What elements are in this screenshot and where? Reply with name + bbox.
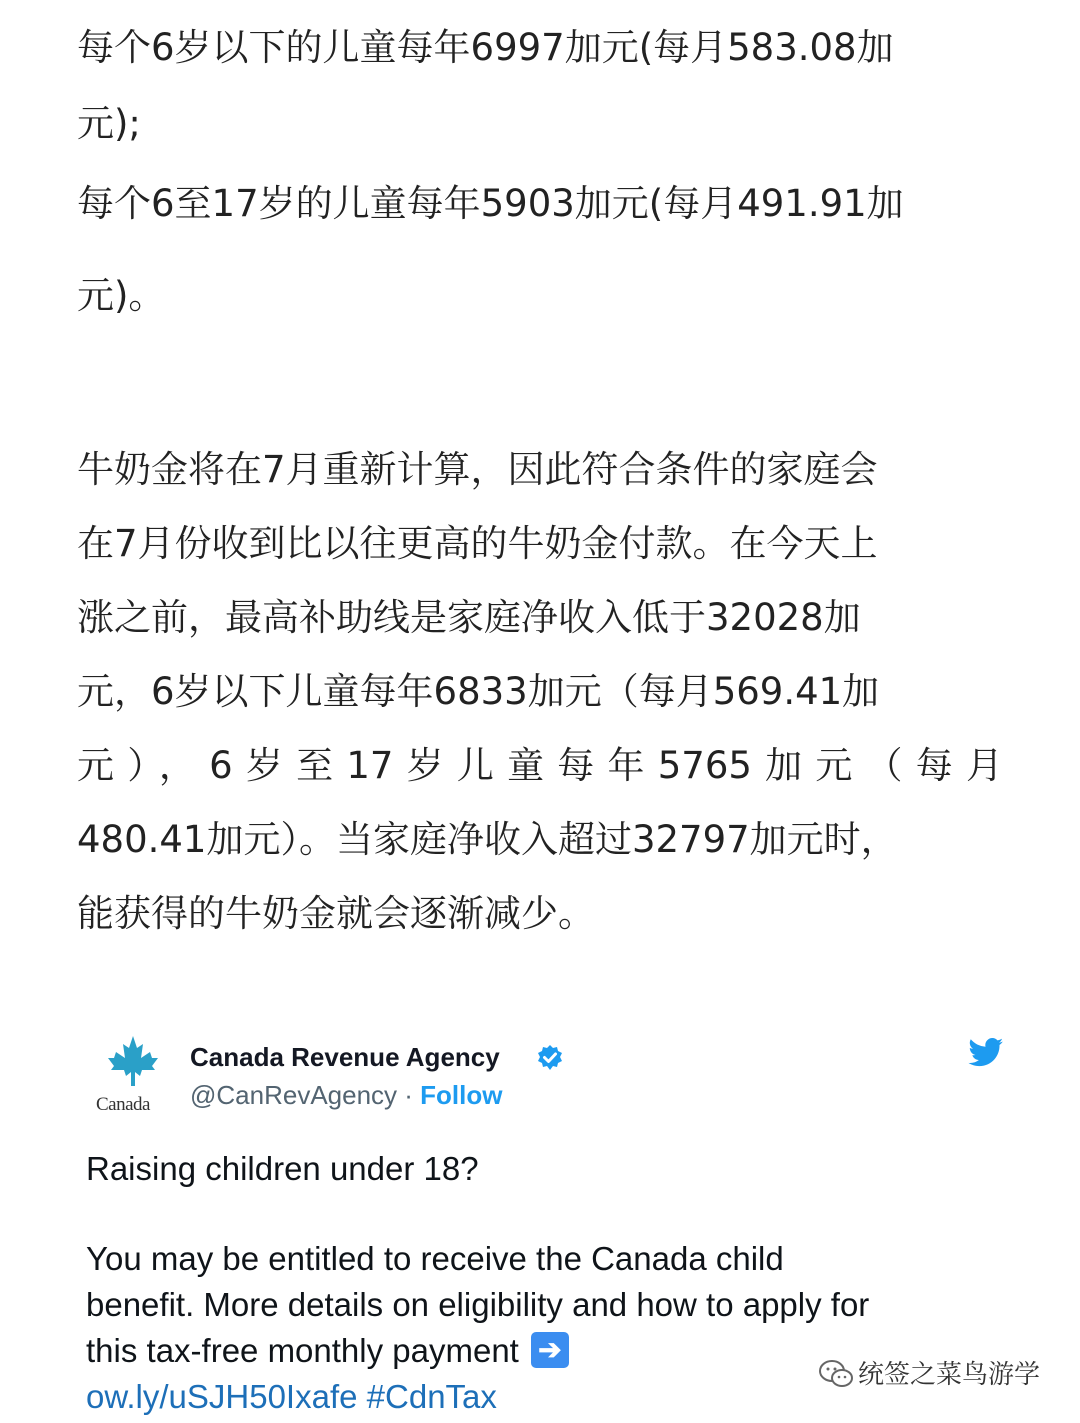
- article-line: 元);: [77, 102, 141, 145]
- wechat-icon: [818, 1359, 854, 1389]
- tweet-text-line: Raising children under 18?: [86, 1150, 479, 1187]
- short-link[interactable]: ow.ly/uSJH50Ixafe: [86, 1378, 358, 1415]
- account-name[interactable]: Canada Revenue Agency: [190, 1042, 500, 1072]
- article-line: 元，6岁以下儿童每年6833加元（每月569.41加: [77, 670, 880, 713]
- tweet-links-line: [86, 1374, 497, 1420]
- account-handle[interactable]: @CanRevAgency: [190, 1080, 398, 1110]
- article-line: 能获得的牛奶金就会逐渐减少。: [77, 892, 595, 935]
- right-arrow-emoji-icon: [531, 1332, 569, 1368]
- article-line: 元)。: [77, 274, 166, 317]
- canada-logo[interactable]: [96, 1034, 172, 1114]
- handle-separator: ·: [397, 1080, 421, 1110]
- twitter-bird-icon[interactable]: [968, 1036, 1004, 1070]
- tweet-text-line: benefit. More details on eligibility and how to apply for: [86, 1286, 870, 1323]
- watermark-text: 统签之菜鸟游学: [858, 1360, 1041, 1390]
- article-line: 牛奶金将在7月重新计算，因此符合条件的家庭会: [77, 448, 878, 491]
- tweet-text-segment: this tax-free monthly payment: [86, 1332, 519, 1369]
- article-line: 每个6至17岁的儿童每年5903加元(每月491.91加: [77, 182, 904, 225]
- article-line: 每个6岁以下的儿童每年6997加元(每月583.08加: [77, 26, 894, 69]
- tweet-text-line: You may be entitled to receive the Canada child: [86, 1240, 784, 1277]
- arrow-glyph: ➔: [538, 1334, 562, 1365]
- account-handle-row: [190, 1080, 503, 1111]
- article-line: 在7月份收到比以往更高的牛奶金付款。在今天上: [77, 522, 878, 565]
- verified-badge-icon: [536, 1044, 564, 1072]
- tweet-text-line-3: [86, 1328, 569, 1374]
- logo-wordmark: Canada: [96, 1094, 150, 1115]
- follow-link[interactable]: Follow: [420, 1080, 503, 1110]
- article-line: 480.41加元）。当家庭净收入超过32797加元时，: [77, 818, 898, 861]
- article-line: 元），6岁至17岁儿童每年5765加元（每月: [77, 744, 1003, 787]
- hashtag-link[interactable]: #CdnTax: [366, 1378, 497, 1415]
- maple-leaf-icon: [106, 1034, 160, 1088]
- article-line: 涨之前，最高补助线是家庭净收入低于32028加: [77, 596, 861, 639]
